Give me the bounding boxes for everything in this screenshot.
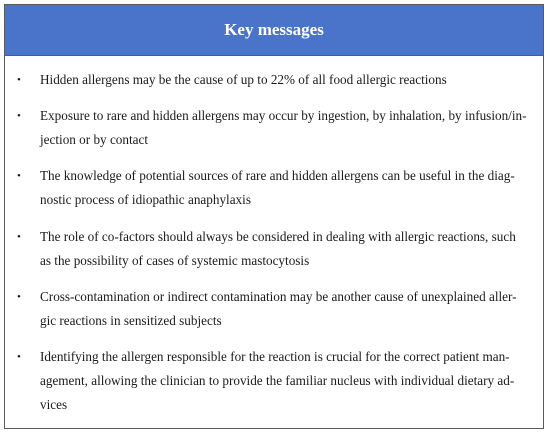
box-title: Key messages: [224, 20, 324, 39]
message-line: Identifying the allergen responsible for the reaction is crucial for the correct patient man-: [40, 349, 510, 364]
message-text: [40, 68, 531, 92]
message-line: The role of co-factors should always be considered in dealing with allergic reactions, such: [40, 229, 516, 244]
message-line: vices: [40, 397, 68, 412]
key-messages-header: [5, 5, 543, 56]
bullet-icon: •: [17, 351, 21, 363]
message-text: [40, 164, 531, 212]
message-line: The knowledge of potential sources of rare and hidden allergens can be useful in the diag-: [40, 168, 515, 183]
message-line: jection or by contact: [40, 132, 149, 147]
bullet-icon: •: [17, 170, 21, 182]
bullet-icon: •: [17, 291, 21, 303]
message-text: [40, 225, 531, 273]
message-line: Hidden allergens may be the cause of up to 22% of all food allergic reactions: [40, 72, 447, 87]
list-item: [17, 345, 531, 417]
message-line: gic reactions in sensitized subjects: [40, 313, 222, 328]
list-item: [17, 225, 531, 273]
bullet-icon: •: [17, 74, 21, 86]
list-item: [17, 285, 531, 333]
message-text: [40, 345, 531, 417]
message-line: Cross-contamination or indirect contamination may be another cause of unexplained aller-: [40, 289, 517, 304]
message-text: [40, 285, 531, 333]
message-line: Exposure to rare and hidden allergens may occur by ingestion, by inhalation, by infusion/in-: [40, 108, 527, 123]
message-text: [40, 104, 531, 152]
bullet-icon: •: [17, 231, 21, 243]
key-messages-box: [4, 4, 544, 429]
message-line: agement, allowing the clinician to provide the familiar nucleus with individual dietary ad-: [40, 373, 515, 388]
message-line: nostic process of idiopathic anaphylaxis: [40, 192, 251, 207]
bullet-icon: •: [17, 110, 21, 122]
list-item: [17, 164, 531, 212]
list-item: [17, 68, 531, 92]
message-line: as the possibility of cases of systemic mastocytosis: [40, 253, 310, 268]
list-item: [17, 104, 531, 152]
